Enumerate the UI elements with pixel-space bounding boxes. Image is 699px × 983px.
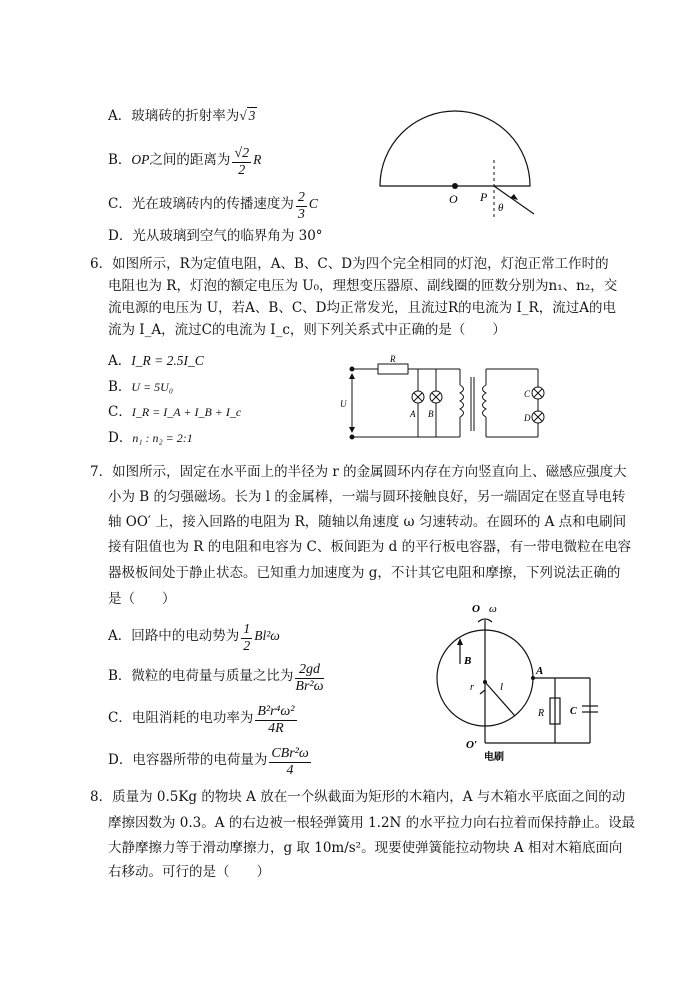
q7-stem-line3: 轴 OO′ 上，接入回路的电阻为 R，随轴以角速度 ω 匀速转动。在圆环的 A 点和电刷间 bbox=[108, 514, 627, 530]
q5-option-c: C．光在玻璃砖内的传播速度为 $\frac{2}{3}$ C bbox=[108, 190, 318, 222]
label-omega: ω bbox=[489, 603, 497, 615]
q5-option-d: D．光从玻璃到空气的临界角为 30° bbox=[108, 228, 323, 244]
label-a: A bbox=[410, 409, 416, 419]
fraction: $\frac{\text{CBr²ω}}{4}$ bbox=[271, 746, 309, 778]
label-o: O bbox=[449, 192, 458, 206]
label-theta: θ bbox=[498, 202, 504, 214]
resistor-r bbox=[378, 364, 408, 374]
label-r: R bbox=[390, 355, 396, 364]
fraction: $\frac{2gd}{\text{Br²ω}}$ bbox=[295, 662, 324, 694]
label-p: P bbox=[480, 190, 488, 204]
q5-semicircle-figure bbox=[370, 90, 550, 220]
label-d: D bbox=[524, 413, 531, 423]
label-o-prime: O′ bbox=[466, 739, 478, 751]
fraction: $\frac{\text{B²r⁴ω²}}{4R}$ bbox=[257, 704, 295, 736]
label-r: R bbox=[538, 708, 545, 719]
label-b: B bbox=[428, 409, 434, 419]
q7-stem-line4: 接有阻值也为 R 的电阻和电容为 C、板间距为 d 的平行板电容器，有一带电微粒在电容 bbox=[108, 539, 632, 555]
label-b: B bbox=[464, 655, 472, 667]
q6-option-b: B．U = 5U₀ bbox=[108, 379, 174, 395]
q7-option-a: A．回路中的电动势为 $\frac{1}{2}$ Bl²ω bbox=[108, 622, 280, 654]
label-l: l bbox=[500, 681, 504, 693]
q7-stem-line5: 器极板间处于静止状态。已知重力加速度为 g，不计其它电阻和摩擦，下列说法正确的 bbox=[108, 565, 621, 581]
label-o: O bbox=[472, 603, 480, 615]
semicircle-glass bbox=[380, 111, 530, 186]
primary-coil bbox=[460, 385, 464, 417]
q6-option-d: D．n₁ : n₂ = 2:1 bbox=[108, 430, 193, 446]
center-point bbox=[452, 183, 458, 189]
label-brush: 电刷 bbox=[484, 752, 504, 763]
label-c: C bbox=[524, 389, 531, 399]
q8-stem-line3: 大静摩擦力等于滑动摩擦力，g 取 10m/s²。现要使弹簧能拉动物块 A 相对木箱底面向 bbox=[108, 840, 623, 856]
arrow-down-icon bbox=[349, 427, 355, 433]
q6-transformer-circuit bbox=[340, 355, 560, 445]
fraction: $\frac{√2}{2}$ bbox=[234, 146, 250, 178]
label-u: U bbox=[340, 399, 347, 409]
q8-stem-line4: 右移动。可行的是（ ） bbox=[108, 864, 270, 880]
q7-ring-figure bbox=[430, 598, 605, 763]
secondary-coil bbox=[483, 385, 487, 417]
q7-stem-line2: 小为 B 的匀强磁场。长为 l 的金属棒，一端与圆环接触良好，另一端固定在竖直导电转 bbox=[108, 489, 626, 505]
q6-stem-line1: 6．如图所示，R为定值电阻，A、B、C、D为四个完全相同的灯泡，灯泡正常工作时的 bbox=[90, 256, 609, 272]
q5-option-a: A．玻璃砖的折射率为√ 3 bbox=[108, 108, 256, 124]
q7-option-c: C．电阻消耗的电功率为 $\frac{\text{B²r⁴ω²}}{4R}$ bbox=[108, 704, 295, 736]
q8-stem-line2: 摩擦因数为 0.3。A 的右边被一根轻弹簧用 1.2N 的水平拉力向右拉着而保持静止。设最 bbox=[108, 815, 636, 831]
q8-stem-line1: 8．质量为 0.5Kg 的物块 A 放在一个纵截面为矩形的木箱内，A 与木箱水平底面之间的动 bbox=[90, 789, 626, 805]
pivot-point bbox=[483, 680, 487, 684]
fraction: $\frac{1}{2}$ bbox=[243, 622, 251, 654]
q6-stem-line3: 流电源的电压为 U，若A、B、C、D均正常发光，且流过R的电流为 I_R，流过A的电 bbox=[108, 300, 616, 316]
q6-stem-line2: 电阻也为 R，灯泡的额定电压为 U₀，理想变压器原、副线圈的匝数分别为n₁、n₂，交 bbox=[108, 278, 618, 294]
fraction: $\frac{2}{3}$ bbox=[297, 190, 305, 222]
q7-option-d: D．电容器所带的电荷量为 $\frac{\text{CBr²ω}}{4}$ bbox=[108, 746, 309, 778]
label-c: C bbox=[570, 706, 577, 717]
q7-stem-line6: 是（ ） bbox=[108, 591, 176, 607]
sqrt-3: √ 3 bbox=[239, 108, 256, 123]
q6-option-c: C．I_R = I_A + I_B + I_c bbox=[108, 404, 242, 420]
arrow-up-icon bbox=[349, 373, 355, 379]
label-r-radius: r bbox=[470, 682, 474, 693]
label-a: A bbox=[536, 665, 544, 677]
q6-option-a: A．I_R = 2.5I_C bbox=[108, 353, 204, 369]
q6-stem-line4: 流为 I_A，流过C的电流为 I_c，则下列关系式中正确的是（ ） bbox=[108, 322, 506, 338]
q7-option-b: B．微粒的电荷量与质量之比为 $\frac{2gd}{\text{Br²ω}}$ bbox=[108, 662, 324, 694]
arrow-icon bbox=[510, 194, 518, 200]
q5-option-b: B．OP之间的距离为 $\frac{√2}{2}$ R bbox=[108, 146, 262, 178]
q7-stem-line1: 7．如图所示，固定在水平面上的半径为 r 的金属圆环内存在方向竖直向上、磁感应强度大 bbox=[90, 464, 627, 480]
point-a bbox=[531, 676, 535, 680]
